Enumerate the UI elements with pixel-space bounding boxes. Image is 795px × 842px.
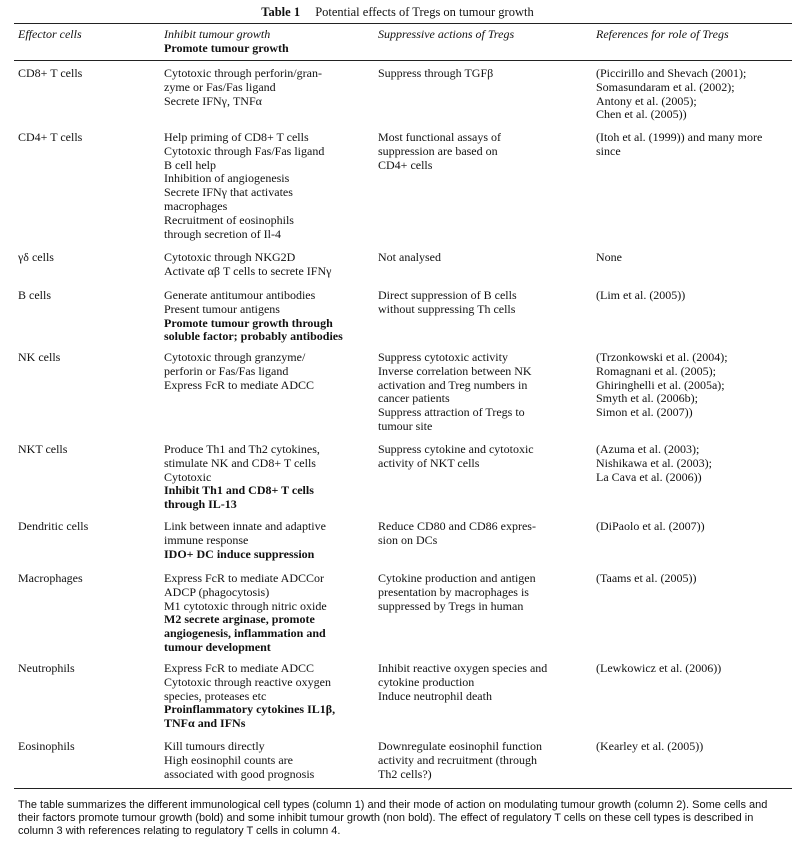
suppression-cell-line: suppression are based on	[378, 143, 498, 158]
header-inhibit: Inhibit tumour growth	[164, 27, 271, 41]
references-cell	[596, 740, 703, 754]
references-cell	[596, 251, 622, 265]
suppression-cell-line: CD4+ cells	[378, 157, 433, 172]
suppression-cell-line: activation and Treg numbers in	[378, 377, 528, 392]
references-cell-line: Antony et al. (2005);	[596, 93, 697, 108]
suppression-cell-line: Inverse correlation between NK	[378, 363, 532, 378]
references-cell-line: Nishikawa et al. (2003);	[596, 455, 712, 470]
effects-cell-line: Link between innate and adaptive	[164, 519, 326, 533]
effects-cell-line: IDO+ DC induce suppression	[164, 546, 315, 561]
effector-cell-name: NKT cells	[18, 442, 68, 456]
effects-cell-line: angiogenesis, inflammation and	[164, 626, 326, 641]
effects-cell-line: Cytotoxic through reactive oxygen	[164, 674, 331, 689]
effects-cell-line: immune response	[164, 532, 249, 547]
bottom-rule	[14, 788, 792, 789]
effects-cell	[164, 572, 327, 655]
references-cell	[596, 662, 721, 676]
suppression-cell	[378, 662, 547, 703]
table-label: Table 1	[261, 5, 301, 19]
header-rule	[14, 60, 792, 61]
references-cell-line: Smyth et al. (2006b);	[596, 391, 698, 406]
references-cell	[596, 289, 685, 303]
references-cell	[596, 443, 712, 484]
effects-cell-line: Proinflammatory cytokines IL1β,	[164, 702, 336, 717]
suppression-cell	[378, 351, 532, 434]
suppression-cell-line: Reduce CD80 and CD86 expres-	[378, 519, 536, 533]
references-cell	[596, 572, 696, 586]
effects-cell-line: associated with good prognosis	[164, 766, 315, 781]
effects-cell-line: soluble factor; probably antibodies	[164, 329, 343, 344]
suppression-cell-line: Suppress cytotoxic activity	[378, 350, 508, 364]
effector-cell-name: γδ cells	[18, 250, 54, 264]
references-cell	[596, 351, 728, 420]
effects-cell	[164, 131, 324, 241]
suppression-cell-line: Suppress cytokine and cytotoxic	[378, 442, 534, 456]
references-cell-line: (Taams et al. (2005))	[596, 571, 697, 585]
effects-cell	[164, 251, 331, 279]
suppression-cell-line: Suppress attraction of Tregs to	[378, 405, 525, 420]
effects-cell-line: Express FcR to mediate ADCCor	[164, 571, 324, 585]
suppression-cell-line: activity and recruitment (through	[378, 752, 537, 767]
suppression-cell-line: Suppress through TGFβ	[378, 66, 494, 80]
suppression-cell-line: cancer patients	[378, 391, 450, 406]
effects-cell	[164, 740, 314, 781]
references-cell-line: Romagnani et al. (2005);	[596, 363, 716, 378]
effects-cell	[164, 351, 314, 392]
suppression-cell-line: Direct suppression of B cells	[378, 288, 517, 302]
effects-cell-line: ADCP (phagocytosis)	[164, 584, 270, 599]
table-caption: The table summarizes the different immunological cell types (column 1) and their mode of action on modulating tumour growth (column 2). Some cells and their factors promote tumour growth (bold) and some inhibit tumour growth (non bold). The effect of regulatory T cells on these cell types is described in column 3 with references relating to regulatory T cells in column 4.	[18, 799, 768, 838]
references-cell-line: (Lewkowicz et al. (2006))	[596, 661, 722, 675]
references-cell	[596, 67, 746, 122]
effects-cell-line: Recruitment of eosinophils	[164, 212, 294, 227]
effects-cell-line: Present tumour antigens	[164, 301, 280, 316]
effects-cell-line: Inhibit Th1 and CD8+ T cells	[164, 483, 314, 498]
references-cell-line: (Piccirillo and Shevach (2001);	[596, 66, 747, 80]
effects-cell-line: Express FcR to mediate ADCC	[164, 661, 314, 675]
suppression-cell-line: sion on DCs	[378, 532, 438, 547]
suppression-cell-line: Induce neutrophil death	[378, 688, 492, 703]
effects-cell-line: Generate antitumour antibodies	[164, 288, 316, 302]
effector-cell-name: CD8+ T cells	[18, 66, 83, 80]
references-cell-line: Ghiringhelli et al. (2005a);	[596, 377, 725, 392]
header-references: References for role of Tregs	[596, 27, 729, 41]
references-cell	[596, 131, 762, 159]
effects-cell-line: Cytotoxic	[164, 469, 212, 484]
suppression-cell-line: Cytokine production and antigen	[378, 571, 536, 585]
suppression-cell-line: suppressed by Tregs in human	[378, 598, 524, 613]
references-cell-line: La Cava et al. (2006))	[596, 469, 702, 484]
effects-cell-line: species, proteases etc	[164, 688, 267, 703]
effects-cell-line: Activate αβ T cells to secrete IFNγ	[164, 263, 332, 278]
effects-cell-line: macrophages	[164, 198, 228, 213]
effects-cell-line: Produce Th1 and Th2 cytokines,	[164, 442, 320, 456]
effects-cell	[164, 289, 343, 344]
effects-cell-line: Inhibition of angiogenesis	[164, 171, 290, 186]
effects-cell-line: Cytotoxic through Fas/Fas ligand	[164, 143, 325, 158]
effector-cell-name: B cells	[18, 288, 51, 302]
references-cell-line: (Itoh et al. (1999)) and many more	[596, 130, 763, 144]
effects-cell-line: Promote tumour growth through	[164, 315, 333, 330]
top-rule	[14, 23, 792, 24]
suppression-cell-line: tumour site	[378, 418, 433, 433]
suppression-cell-line: Not analysed	[378, 250, 441, 264]
suppression-cell	[378, 572, 536, 613]
effects-cell-line: Help priming of CD8+ T cells	[164, 130, 309, 144]
suppression-cell	[378, 443, 534, 471]
header-suppressive: Suppressive actions of Tregs	[378, 27, 515, 41]
references-cell-line: (Trzonkowski et al. (2004);	[596, 350, 728, 364]
effects-cell-line: Secrete IFNγ that activates	[164, 185, 293, 200]
references-cell-line: None	[596, 250, 622, 264]
effects-cell-line: Express FcR to mediate ADCC	[164, 377, 314, 392]
effects-cell-line: TNFα and IFNs	[164, 716, 246, 731]
effects-cell	[164, 662, 335, 731]
effects-cell	[164, 443, 320, 512]
suppression-cell	[378, 67, 493, 81]
effects-cell-line: M2 secrete arginase, promote	[164, 612, 315, 627]
effects-cell-line: Kill tumours directly	[164, 739, 265, 753]
effects-cell	[164, 520, 326, 561]
table-title-text: Potential effects of Tregs on tumour growth	[315, 5, 534, 19]
effector-cell-name: Macrophages	[18, 571, 83, 585]
suppression-cell-line: activity of NKT cells	[378, 455, 480, 470]
suppression-cell-line: without suppressing Th cells	[378, 301, 516, 316]
effector-cell-name: Eosinophils	[18, 739, 75, 753]
effects-cell-line: through secretion of Il-4	[164, 226, 281, 241]
effects-cell-line: stimulate NK and CD8+ T cells	[164, 455, 316, 470]
header-effector: Effector cells	[18, 27, 82, 41]
effector-cell-name: Neutrophils	[18, 661, 75, 675]
suppression-cell-line: cytokine production	[378, 674, 475, 689]
references-cell-line: (DiPaolo et al. (2007))	[596, 519, 705, 533]
effects-cell	[164, 67, 322, 108]
references-cell-line: Simon et al. (2007))	[596, 405, 693, 420]
effects-cell-line: Cytotoxic through granzyme/	[164, 350, 306, 364]
suppression-cell	[378, 520, 536, 548]
effector-cell-name: CD4+ T cells	[18, 130, 83, 144]
references-cell-line: (Azuma et al. (2003);	[596, 442, 700, 456]
effects-cell-line: Secrete IFNγ, TNFα	[164, 93, 262, 108]
references-cell-line: Chen et al. (2005))	[596, 107, 687, 122]
effects-cell-line: zyme or Fas/Fas ligand	[164, 79, 276, 94]
suppression-cell	[378, 289, 517, 317]
effects-cell-line: perforin or Fas/Fas ligand	[164, 363, 289, 378]
suppression-cell-line: Most functional assays of	[378, 130, 501, 144]
effects-cell-line: through IL-13	[164, 497, 237, 512]
references-cell-line: Somasundaram et al. (2002);	[596, 79, 735, 94]
suppression-cell	[378, 251, 441, 265]
effects-cell-line: Cytotoxic through NKG2D	[164, 250, 296, 264]
suppression-cell	[378, 740, 542, 781]
suppression-cell-line: presentation by macrophages is	[378, 584, 529, 599]
references-cell-line: (Kearley et al. (2005))	[596, 739, 704, 753]
header-promote: Promote tumour growth	[164, 41, 289, 55]
references-cell-line: since	[596, 143, 621, 158]
effects-cell-line: High eosinophil counts are	[164, 752, 293, 767]
suppression-cell-line: Inhibit reactive oxygen species and	[378, 661, 548, 675]
suppression-cell-line: Downregulate eosinophil function	[378, 739, 542, 753]
suppression-cell-line: Th2 cells?)	[378, 766, 432, 781]
suppression-cell	[378, 131, 501, 172]
table-title	[0, 5, 795, 20]
effects-cell-line: B cell help	[164, 157, 216, 172]
effector-cell-name: Dendritic cells	[18, 519, 89, 533]
effects-cell-line: tumour development	[164, 639, 271, 654]
effects-cell-line: M1 cytotoxic through nitric oxide	[164, 598, 327, 613]
header-effects	[164, 27, 374, 55]
effects-cell-line: Cytotoxic through perforin/gran-	[164, 66, 322, 80]
references-cell-line: (Lim et al. (2005))	[596, 288, 686, 302]
references-cell	[596, 520, 705, 534]
effector-cell-name: NK cells	[18, 350, 61, 364]
